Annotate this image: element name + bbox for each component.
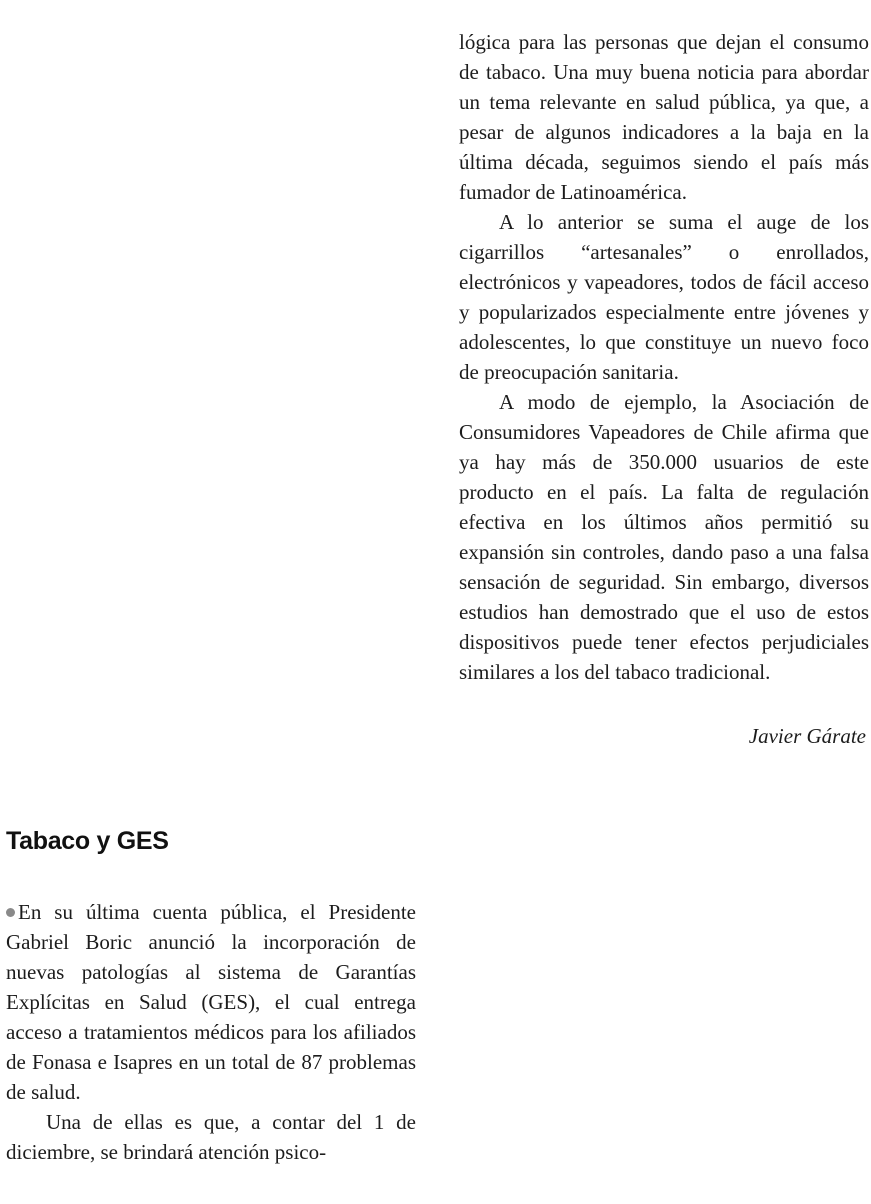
paragraph: lógica para las personas que dejan el consumo de tabaco. Una muy buena noticia para abordar un tema relevante en salud pública, ya que, a pesar de algunos indicadores a la baja en la última década, seguimos siendo el país más fumador de Latinoamérica. bbox=[459, 30, 869, 204]
paragraph: Una de ellas es que, a contar del 1 de diciembre, se brindará atención psico- bbox=[6, 1110, 416, 1164]
article-heading: Tabaco y GES bbox=[6, 827, 169, 855]
paragraph: En su última cuenta pública, el Presidente Gabriel Boric anunció la incorporación de nuevas patologías al sistema de Garantías Explícitas en Salud (GES), el cual entrega acceso a tratamientos médicos para los afiliados de Fonasa e Isapres en un total de 87 problemas de salud. bbox=[6, 900, 416, 1104]
right-body bbox=[459, 27, 869, 751]
paragraph: A modo de ejemplo, la Asociación de Consumidores Vapeadores de Chile afirma que ya hay más de 350.000 usuarios de este producto en el país. La falta de regulación efectiva en los últimos años permitió su expansión sin controles, dando paso a una falsa sensación de seguridad. Sin embargo, diversos estudios han demostrado que el uso de estos dispositivos puede tener efectos perjudiciales similares a los del tabaco tradicional. bbox=[459, 390, 869, 684]
bullet-icon bbox=[6, 908, 15, 917]
author-signature: Javier Gárate bbox=[748, 724, 866, 748]
left-body bbox=[6, 897, 416, 1167]
paragraph: A lo anterior se suma el auge de los cigarrillos “artesanales” o enrollados, electrónicos y vapeadores, todos de fácil acceso y popularizados especialmente entre jóvenes y adolescentes, lo que constituye un nuevo foco de preocupación sanitaria. bbox=[459, 210, 869, 384]
